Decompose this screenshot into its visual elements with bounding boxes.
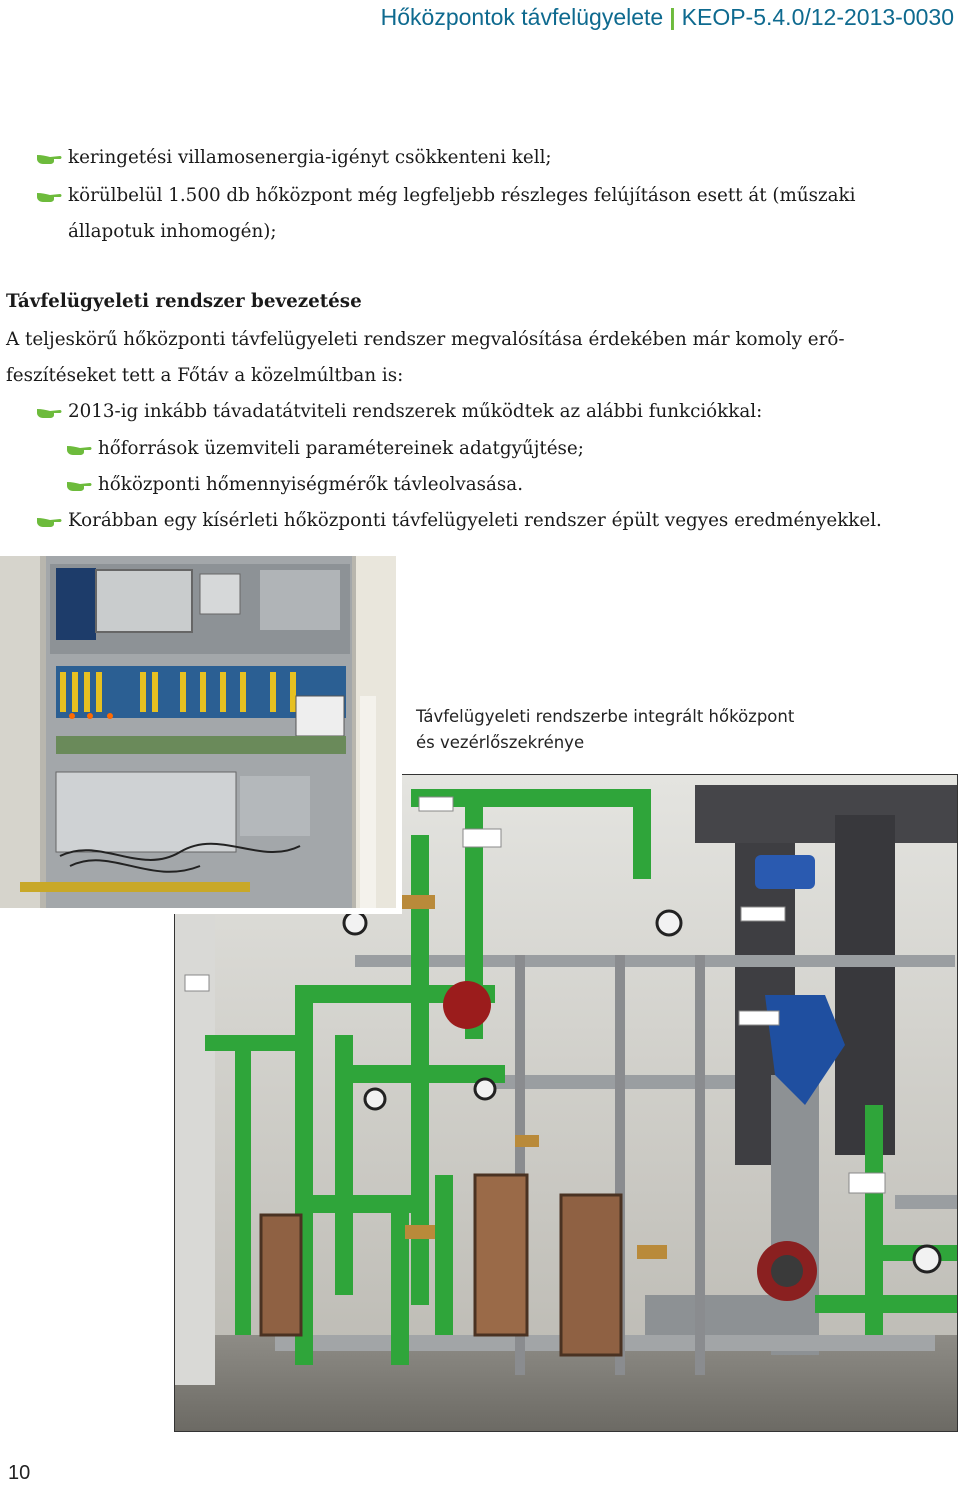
page-number: 10	[8, 1462, 31, 1484]
paragraph-line: feszítéseket tett a Főtáv a közelmúltban is:	[6, 365, 404, 386]
header-code: KEOP-5.4.0/12-2013-0030	[681, 4, 954, 30]
control-cabinet-photo	[0, 556, 396, 908]
photo-caption	[416, 704, 794, 756]
sub-bullet-text: hőforrások üzemviteli paramétereinek adatgyűjtése;	[98, 438, 584, 459]
bullet-text: körülbelül 1.500 db hőközpont még legfeljebb részleges felújításon esett át (műszaki	[68, 185, 856, 206]
running-header	[381, 4, 954, 31]
pointing-hand-icon	[36, 190, 62, 204]
sub-bullet-text: hőközponti hőmennyiségmérők távleolvasása.	[98, 474, 524, 495]
bullet-text: 2013-ig inkább távadatátviteli rendszerek működtek az alábbi funkciókkal:	[68, 401, 763, 422]
pointing-hand-icon	[36, 152, 62, 166]
header-title: Hőközpontok távfelügyelete	[380, 4, 664, 30]
caption-line: és vezérlőszekrénye	[416, 733, 585, 752]
paragraph-line: A teljeskörű hőközponti távfelügyeleti rendszer megvalósítása érdekében már komoly erő-	[6, 329, 845, 350]
pointing-hand-icon	[66, 479, 92, 493]
pointing-hand-icon	[66, 443, 92, 457]
bullet-text-continued: állapotuk inhomogén);	[68, 221, 277, 242]
pointing-hand-icon	[36, 406, 62, 420]
bullet-text: Korábban egy kísérleti hőközponti távfelügyeleti rendszer épült vegyes eredményekkel.	[68, 510, 882, 531]
header-separator: |	[669, 4, 676, 30]
bullet-text: keringetési villamosenergia-igényt csökkenteni kell;	[68, 147, 552, 168]
caption-line: Távfelügyeleti rendszerbe integrált hőközpont	[416, 707, 795, 726]
section-heading: Távfelügyeleti rendszer bevezetése	[6, 291, 362, 312]
pointing-hand-icon	[36, 515, 62, 529]
